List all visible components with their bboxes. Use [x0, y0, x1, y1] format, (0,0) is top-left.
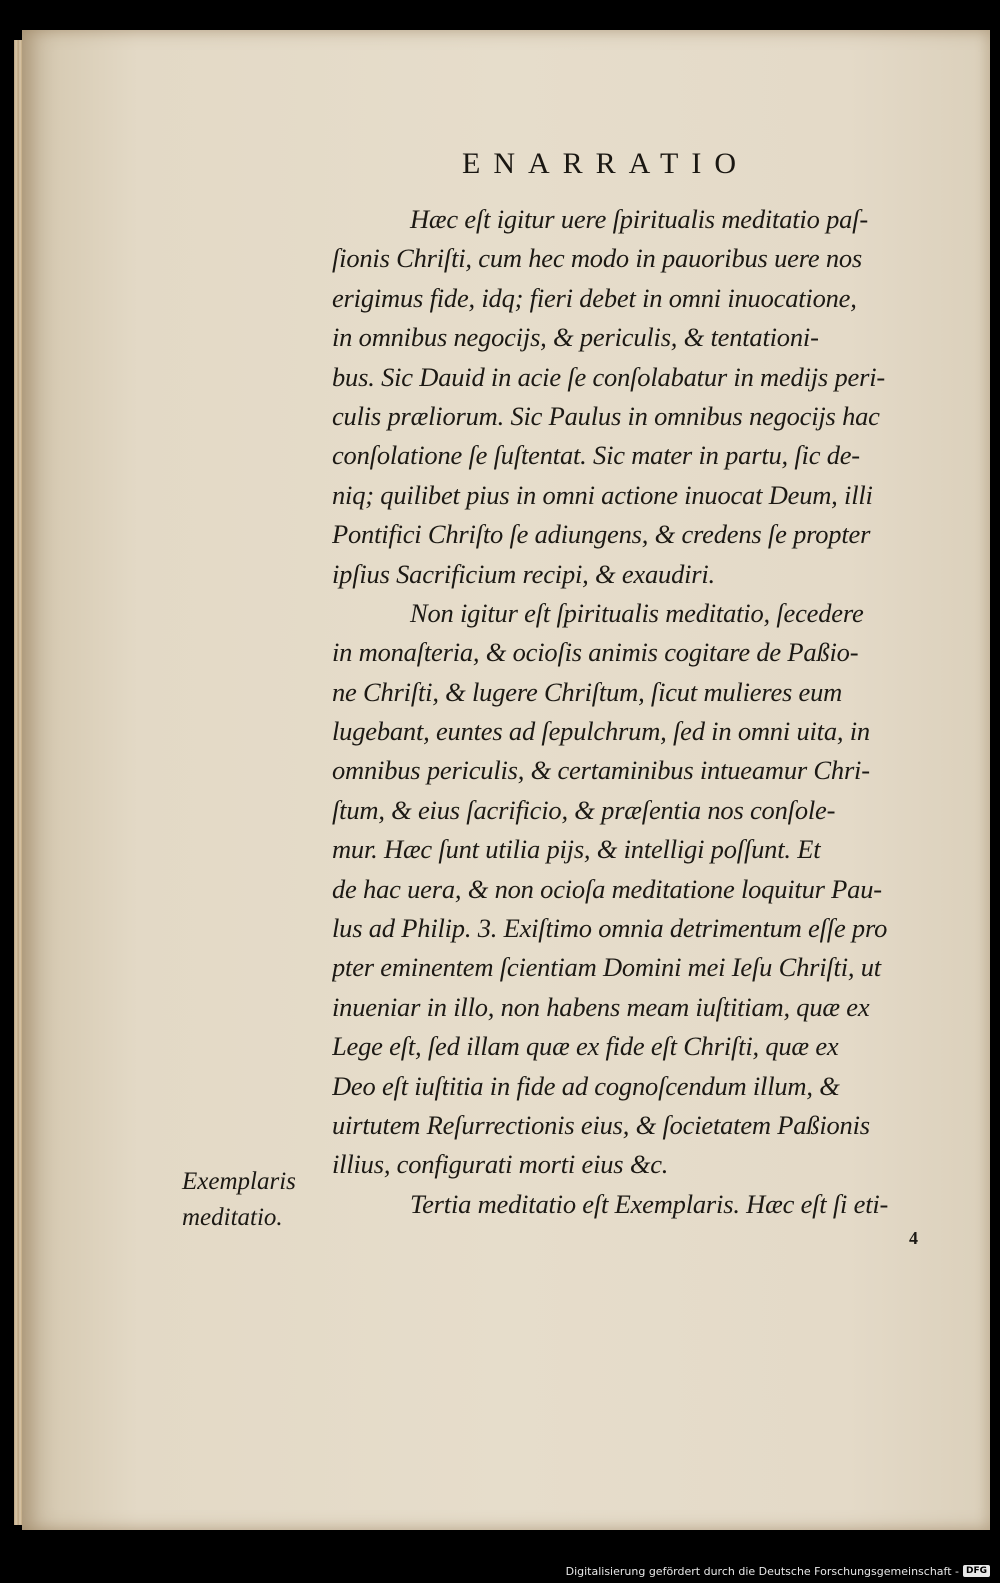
text-line: mur. Hæc ſunt utilia pijs, & intelligi poſſunt. Et	[332, 834, 821, 865]
text-line: Non igitur eſt ſpiritualis meditatio, ſecedere	[410, 597, 864, 628]
marginal-note-line: Exemplaris	[182, 1168, 296, 1195]
text-line: ipſius Sacrificium recipi, & exaudiri.	[332, 558, 715, 589]
text-line: Deo eſt iuſtitia in fide ad cognoſcendum illum, &	[332, 1070, 840, 1101]
text-line: conſolatione ſe ſuſtentat. Sic mater in partu, ſic de-	[332, 440, 860, 471]
text-line: Hæc eſt igitur uere ſpiritualis meditatio paſ-	[410, 204, 868, 234]
credit-text: Digitalisierung gefördert durch die Deutsche Forschungsgemeinschaft -	[565, 1564, 959, 1578]
text-line: pter eminentem ſcientiam Domini mei Ieſu Chriſti, ut	[332, 952, 881, 983]
text-line: Pontifici Chriſto ſe adiungens, & credens ſe propter	[332, 519, 871, 550]
book-page	[22, 30, 990, 1530]
text-line: in monaſteria, & ocioſis animis cogitare de Paßio-	[332, 637, 859, 668]
text-line: inueniar in illo, non habens meam iuſtitiam, quæ ex	[332, 991, 870, 1022]
marginal-note	[182, 1164, 296, 1236]
dfg-logo: DFG	[963, 1565, 990, 1577]
digitization-credit	[566, 1563, 990, 1579]
text-line: erigimus fide, idq; fieri debet in omni inuocatione,	[332, 282, 857, 313]
text-line: illius, configurati morti eius &c.	[332, 1149, 669, 1180]
text-line: bus. Sic Dauid in acie ſe conſolabatur in medijs peri-	[332, 361, 885, 392]
running-header: ENARRATIO	[462, 147, 749, 180]
text-line: uirtutem Reſurrectionis eius, & ſocietatem Paßionis	[332, 1109, 870, 1140]
body-text	[332, 200, 952, 1224]
text-line: Lege eſt, ſed illam quæ ex fide eſt Chriſti, quæ ex	[332, 1031, 839, 1062]
text-line: de hac uera, & non ocioſa meditatione loquitur Pau-	[332, 873, 882, 904]
text-line: ſtum, & eius ſacrificio, & præſentia nos conſole-	[332, 794, 836, 825]
text-line: ne Chriſti, & lugere Chriſtum, ſicut mulieres eum	[332, 676, 843, 707]
text-line: omnibus periculis, & certaminibus intueamur Chri-	[332, 755, 870, 786]
text-line: niq; quilibet pius in omni actione inuocat Deum, illi	[332, 479, 873, 510]
text-line: Tertia meditatio eſt Exemplaris. Hæc eſt ſi eti-	[410, 1188, 889, 1219]
marginal-note-line: meditatio.	[182, 1204, 283, 1231]
text-line: lugebant, euntes ad ſepulchrum, ſed in omni uita, in	[332, 716, 870, 747]
signature-mark: 4	[909, 1228, 918, 1248]
text-line: in omnibus negocijs, & periculis, & tentationi-	[332, 322, 819, 353]
text-line: culis præliorum. Sic Paulus in omnibus negocijs hac	[332, 400, 880, 431]
text-line: ſionis Chriſti, cum hec modo in pauoribus uere nos	[332, 243, 863, 274]
text-line: lus ad Philip. 3. Exiſtimo omnia detrimentum eſſe pro	[332, 913, 888, 944]
